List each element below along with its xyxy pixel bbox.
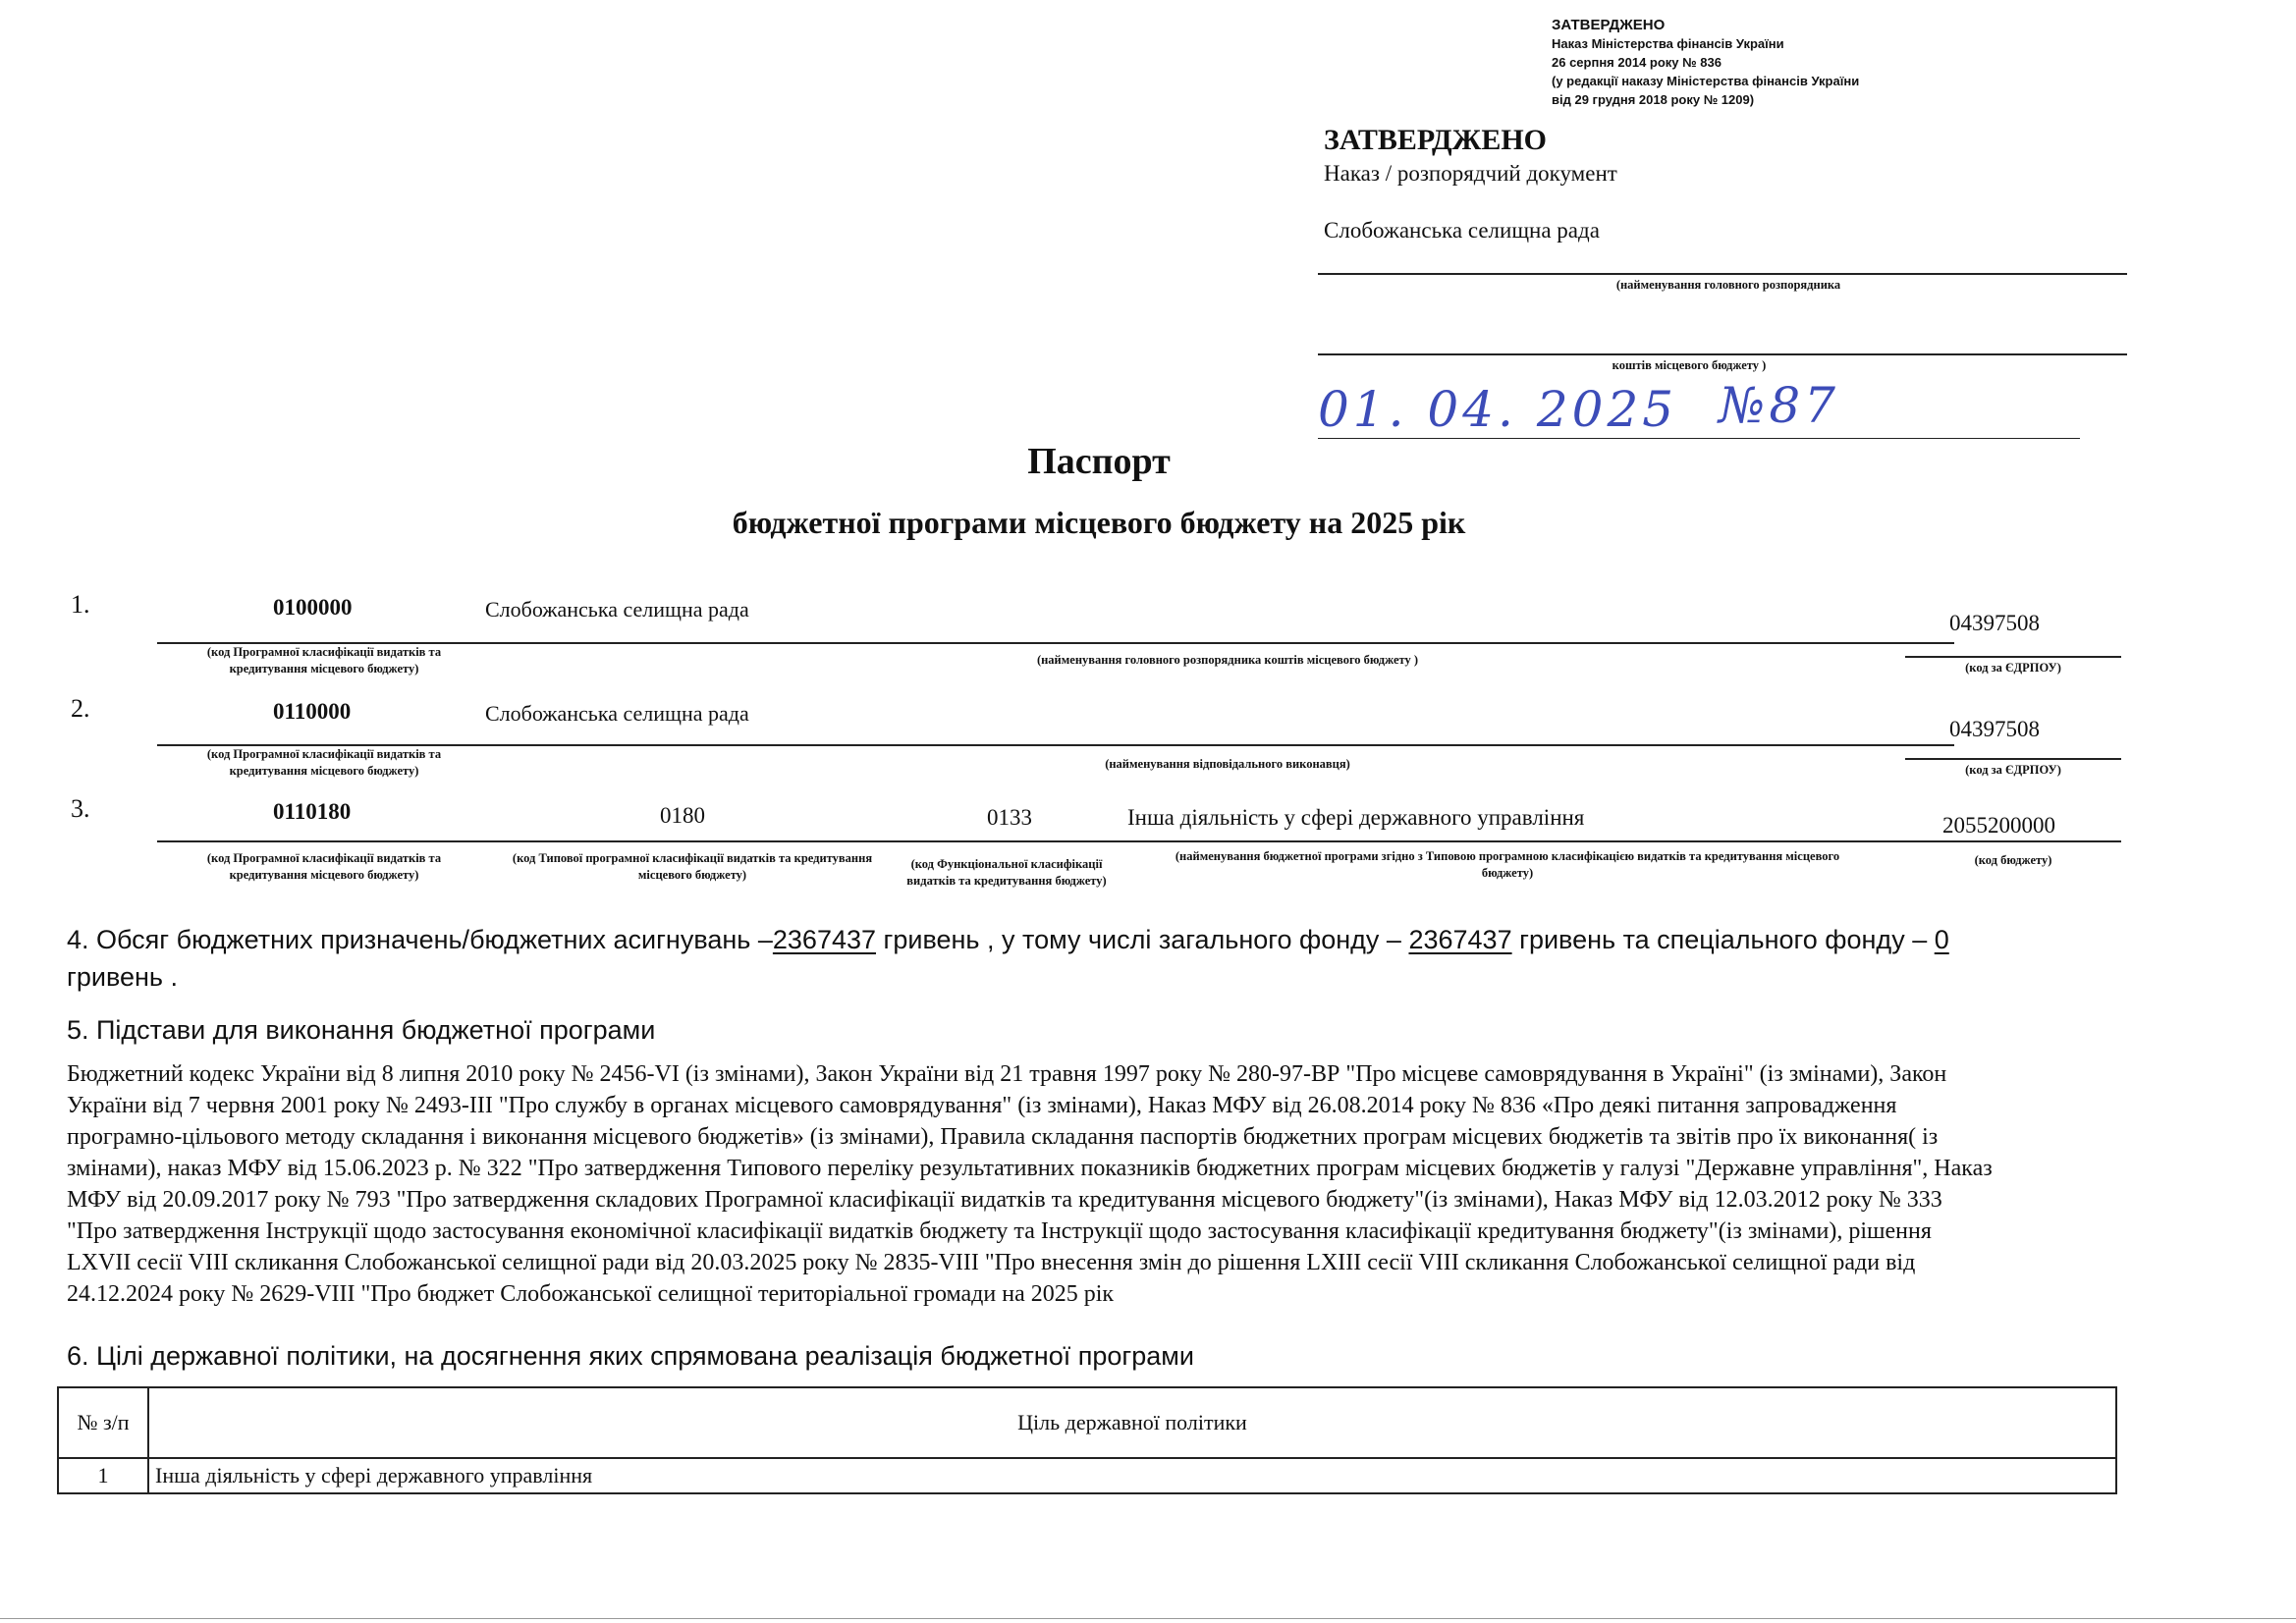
page-bottom-line	[0, 1618, 2296, 1619]
header-num: № з/п	[58, 1387, 148, 1458]
legal-basis-line: "Про затвердження Інструкції щодо застосування економічної класифікації видатків бюджету та Інструкції щодо застосування класифікації кредитування бюджету"(із змінами), рішення	[67, 1218, 1932, 1244]
cell-goal: Інша діяльність у сфері державного управління	[148, 1458, 2116, 1493]
document-subtitle: бюджетної програми місцевого бюджету на 2025 рік	[732, 505, 1466, 540]
field-caption: (код Програмної класифікації видатків та кредитування місцевого бюджету)	[206, 645, 442, 676]
row-line	[1905, 758, 2121, 760]
budget-text: 4. Обсяг бюджетних призначень/бюджетних асигнувань –	[67, 925, 773, 954]
edrpou-code: 04397508	[1949, 611, 2040, 635]
stamp-line: Наказ Міністерства фінансів України	[1552, 36, 1784, 51]
handwritten-number: №87	[1719, 377, 1839, 434]
legal-basis-line: 24.12.2024 року № 2629-VIII "Про бюджет Слобожанської селищної територіальної громади на 2025 рік	[67, 1281, 1115, 1307]
program-code: 0110180	[273, 799, 352, 824]
field-caption: (код за ЄДРПОУ)	[1965, 763, 2061, 777]
program-name: Слобожанська селищна рада	[485, 597, 749, 622]
stamp-line: від 29 грудня 2018 року № 1209)	[1552, 92, 1755, 107]
approval-organization: Слобожанська селищна рада	[1324, 218, 1600, 243]
stamp-line: (у редакції наказу Міністерства фінансів України	[1552, 74, 1860, 88]
approval-title: ЗАТВЕРДЖЕНО	[1324, 124, 1547, 156]
section-6-title: 6. Цілі державної політики, на досягнення яких спрямована реалізація бюджетної програми	[67, 1341, 1194, 1371]
budget-text: гривень .	[67, 962, 178, 992]
regulation-stamp	[1552, 16, 1944, 109]
date-line	[1318, 438, 2080, 439]
legal-basis-line: програмно-цільового методу складання і виконання місцевого бюджетів» (із змінами), Правила складання паспортів бюджетних програм місцевих бюджетів та звітів про їх виконання( із	[67, 1124, 1939, 1150]
approval-caption: коштів місцевого бюджету )	[1612, 358, 1767, 372]
legal-basis-line: Бюджетний кодекс України від 8 липня 2010 року № 2456-VI (із змінами), Закон України від 21 травня 1997 року № 280-97-ВР "Про місцеве самоврядування в Україні" (із змінами), Закон	[67, 1061, 1947, 1087]
section-5-text	[67, 1058, 2149, 1310]
table-header-row	[58, 1387, 2116, 1458]
legal-basis-line: змінами), наказ МФУ від 15.06.2023 р. № 322 "Про затвердження Типового переліку результативних показників бюджетних програм місцевих бюджетів у галузі "Державне управління", Наказ	[67, 1156, 1993, 1181]
document-title: Паспорт	[1027, 441, 1171, 482]
approval-second-line	[1318, 353, 2127, 355]
field-caption: (найменування бюджетної програми згідно з Типовою програмною класифікацією видатків та кредитування місцевого бюджету)	[1175, 849, 1840, 880]
legal-basis-line: LXVII сесії VIII скликання Слобожанської селищної ради від 20.03.2025 року № 2835-VIII "Про внесення змін до рішення LXIII сесії VIII скликання Слобожанської селищної ради від	[67, 1250, 1916, 1275]
stamp-line: 26 серпня 2014 року № 836	[1552, 55, 1722, 70]
policy-goals-table	[57, 1386, 2117, 1494]
table-row	[58, 1458, 2116, 1493]
program-code: 0110000	[273, 699, 352, 724]
budget-text: гривень та спеціального фонду –	[1511, 925, 1935, 954]
approval-org-line	[1318, 273, 2127, 275]
row-line	[157, 840, 2121, 842]
program-name: Інша діяльність у сфері державного управління	[1127, 805, 1585, 830]
program-name: Слобожанська селищна рада	[485, 701, 749, 726]
field-caption: (код Функціональної класифікації видатків та кредитування бюджету)	[906, 857, 1107, 888]
row-line	[1905, 656, 2121, 658]
budget-code: 2055200000	[1942, 813, 2055, 838]
edrpou-code: 04397508	[1949, 717, 2040, 741]
row-number: 1.	[71, 590, 90, 619]
typical-program-code: 0180	[660, 803, 705, 828]
field-caption: (найменування відповідального виконавця)	[1105, 757, 1350, 771]
field-caption: (код Програмної класифікації видатків та кредитування місцевого бюджету)	[206, 747, 442, 778]
stamp-title: ЗАТВЕРДЖЕНО	[1552, 17, 1666, 33]
section-4-budget-volume	[67, 921, 2129, 996]
cell-num: 1	[58, 1458, 148, 1493]
field-caption: (код Типової програмної класифікації видатків та кредитування місцевого бюджету)	[512, 851, 873, 882]
legal-basis-line: України від 7 червня 2001 року № 2493-ІІІ "Про службу в органах місцевого самоврядування" (із змінами), Наказ МФУ від 26.08.2014 року № 836 «Про деякі питання запровадження	[67, 1093, 1897, 1118]
row-number: 3.	[71, 794, 90, 823]
field-caption: (код бюджету)	[1974, 853, 2052, 867]
functional-code: 0133	[987, 805, 1032, 830]
approval-caption: (найменування головного розпорядника	[1615, 278, 1841, 292]
field-caption: (найменування головного розпорядника коштів місцевого бюджету )	[1036, 653, 1419, 667]
row-number: 2.	[71, 694, 90, 723]
approval-doc-type: Наказ / розпорядчий документ	[1324, 161, 1617, 186]
special-fund-value: 0	[1934, 925, 1949, 954]
section-5-title: 5. Підстави для виконання бюджетної програми	[67, 1015, 656, 1045]
legal-basis-line: МФУ від 20.09.2017 року № 793 "Про затвердження складових Програмної класифікації видатків та кредитування місцевого бюджету"(із змінами), Наказ МФУ від 12.03.2012 року № 333	[67, 1187, 1942, 1213]
general-fund-value: 2367437	[1408, 925, 1512, 954]
program-code: 0100000	[273, 595, 353, 620]
budget-text: гривень , у тому числі загального фонду –	[876, 925, 1409, 954]
handwritten-date: 01. 04. 2025	[1318, 381, 1678, 438]
budget-total-value: 2367437	[772, 925, 877, 954]
field-caption: (код за ЄДРПОУ)	[1965, 661, 2061, 675]
field-caption: (код Програмної класифікації видатків та кредитування місцевого бюджету)	[206, 851, 442, 882]
header-goal: Ціль державної політики	[148, 1387, 2116, 1458]
